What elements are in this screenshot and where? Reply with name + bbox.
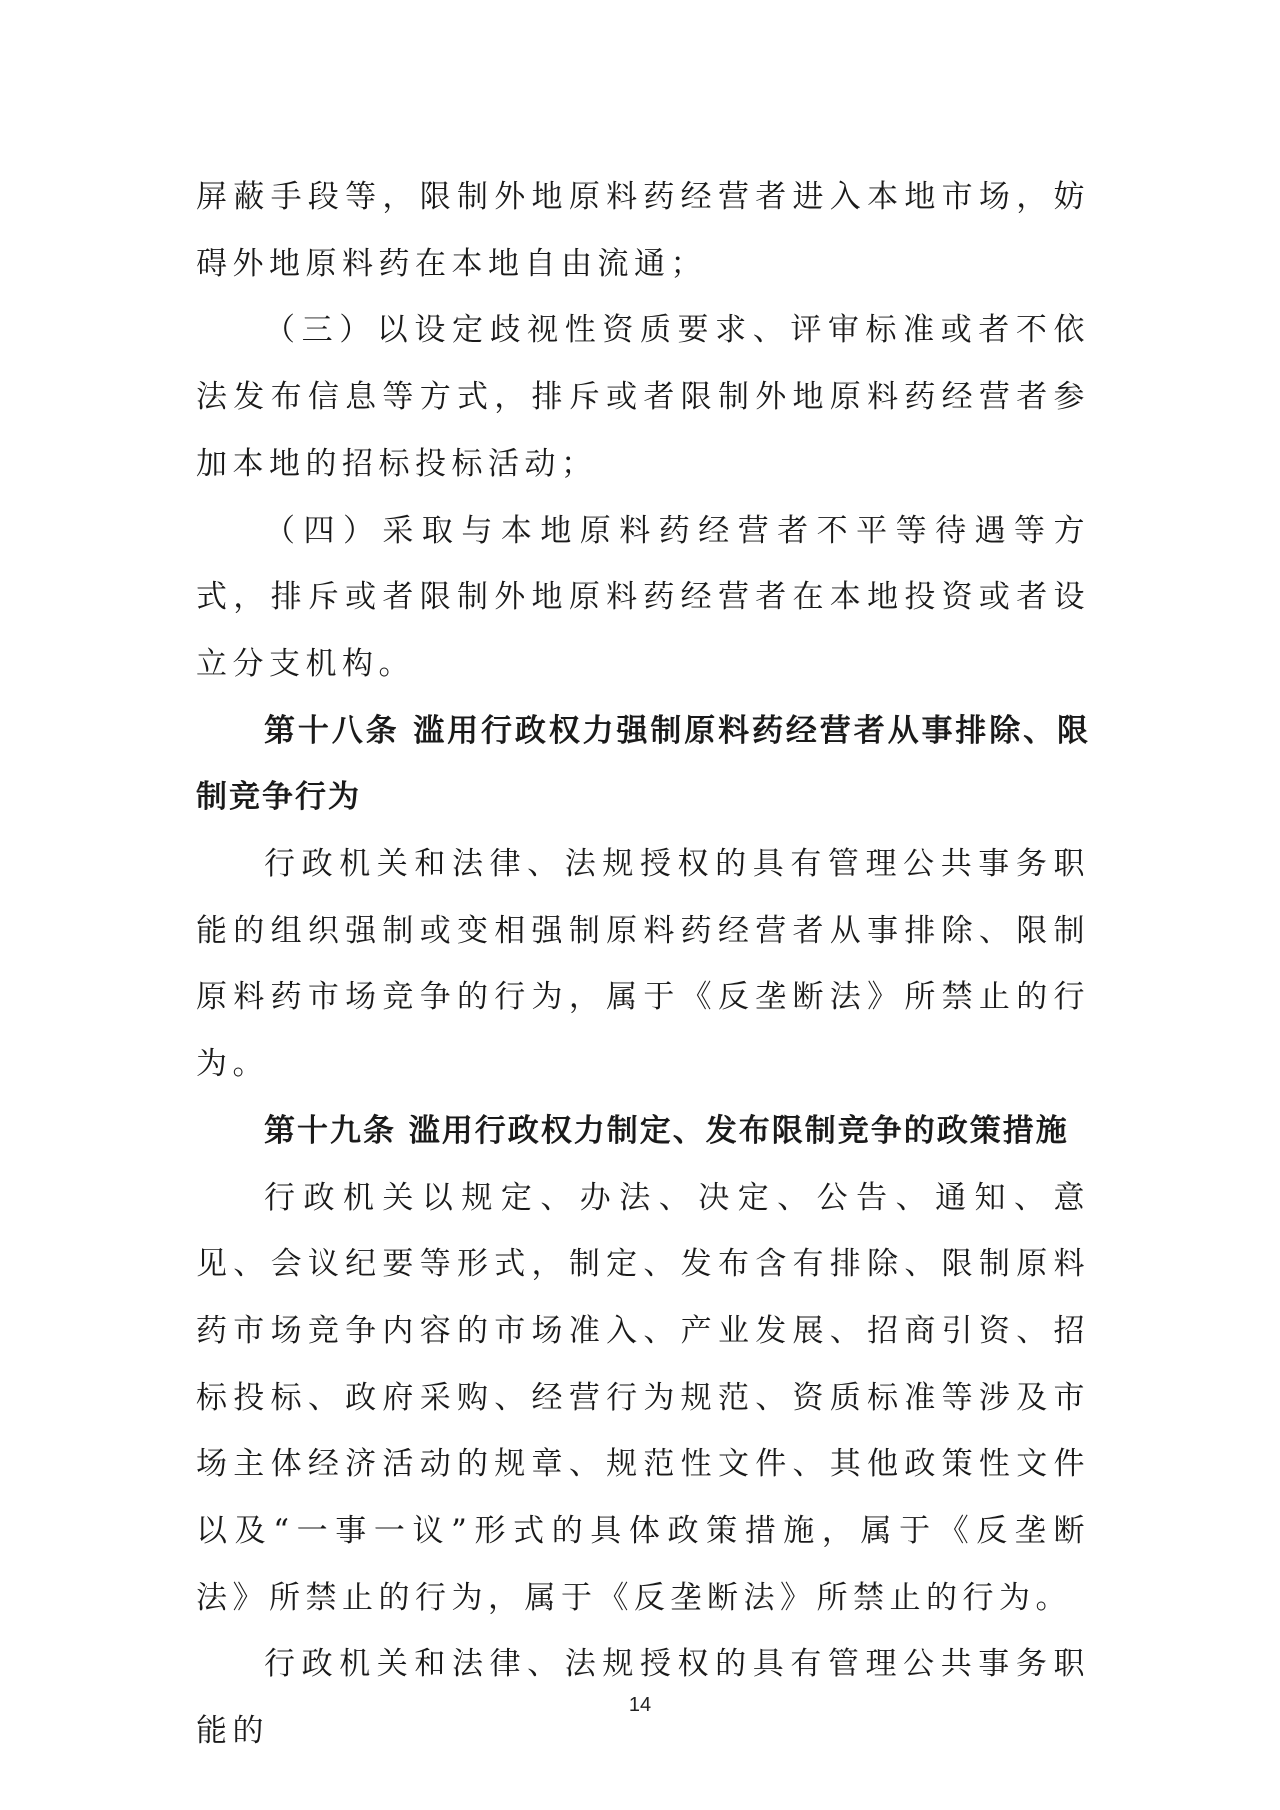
article-18-heading: 第十八条 滥用行政权力强制原料药经营者从事排除、限制竞争行为 xyxy=(196,712,1090,816)
article-19-heading: 第十九条 滥用行政权力制定、发布限制竞争的政策措施 xyxy=(264,1112,1069,1149)
list-item-4: （四）采取与本地原料药经营者不平等待遇等方式，排斥或者限制外地原料药经营者在本地投资或者设立分支机构。 xyxy=(196,512,1090,682)
article-18-paragraph: 行政机关和法律、法规授权的具有管理公共事务职能的组织强制或变相强制原料药经营者从事排除、限制原料药市场竞争的行为，属于《反垄断法》所禁止的行为。 xyxy=(196,846,1090,1083)
article-19-paragraph-2: 行政机关和法律、法规授权的具有管理公共事务职能的 xyxy=(196,1646,1090,1750)
list-item-3: （三）以设定歧视性资质要求、评审标准或者不依法发布信息等方式，排斥或者限制外地原料药经营者参加本地的招标投标活动； xyxy=(196,312,1090,482)
paragraph-continuation: 屏蔽手段等，限制外地原料药经营者进入本地市场，妨碍外地原料药在本地自由流通； xyxy=(196,179,1090,282)
article-19-paragraph-1: 行政机关以规定、办法、决定、公告、通知、意见、会议纪要等形式，制定、发布含有排除、限制原料药市场竞争内容的市场准入、产业发展、招商引资、招标投标、政府采购、经营行为规范、资质标准等涉及市场主体经济活动的规章、规范性文件、其他政策性文件以及“一事一议”形式的具体政策措施，属于《反垄断法》所禁止的行为，属于《反垄断法》所禁止的行为。 xyxy=(196,1179,1090,1616)
document-body xyxy=(196,164,1090,1765)
page-number: 14 xyxy=(628,1694,652,1716)
